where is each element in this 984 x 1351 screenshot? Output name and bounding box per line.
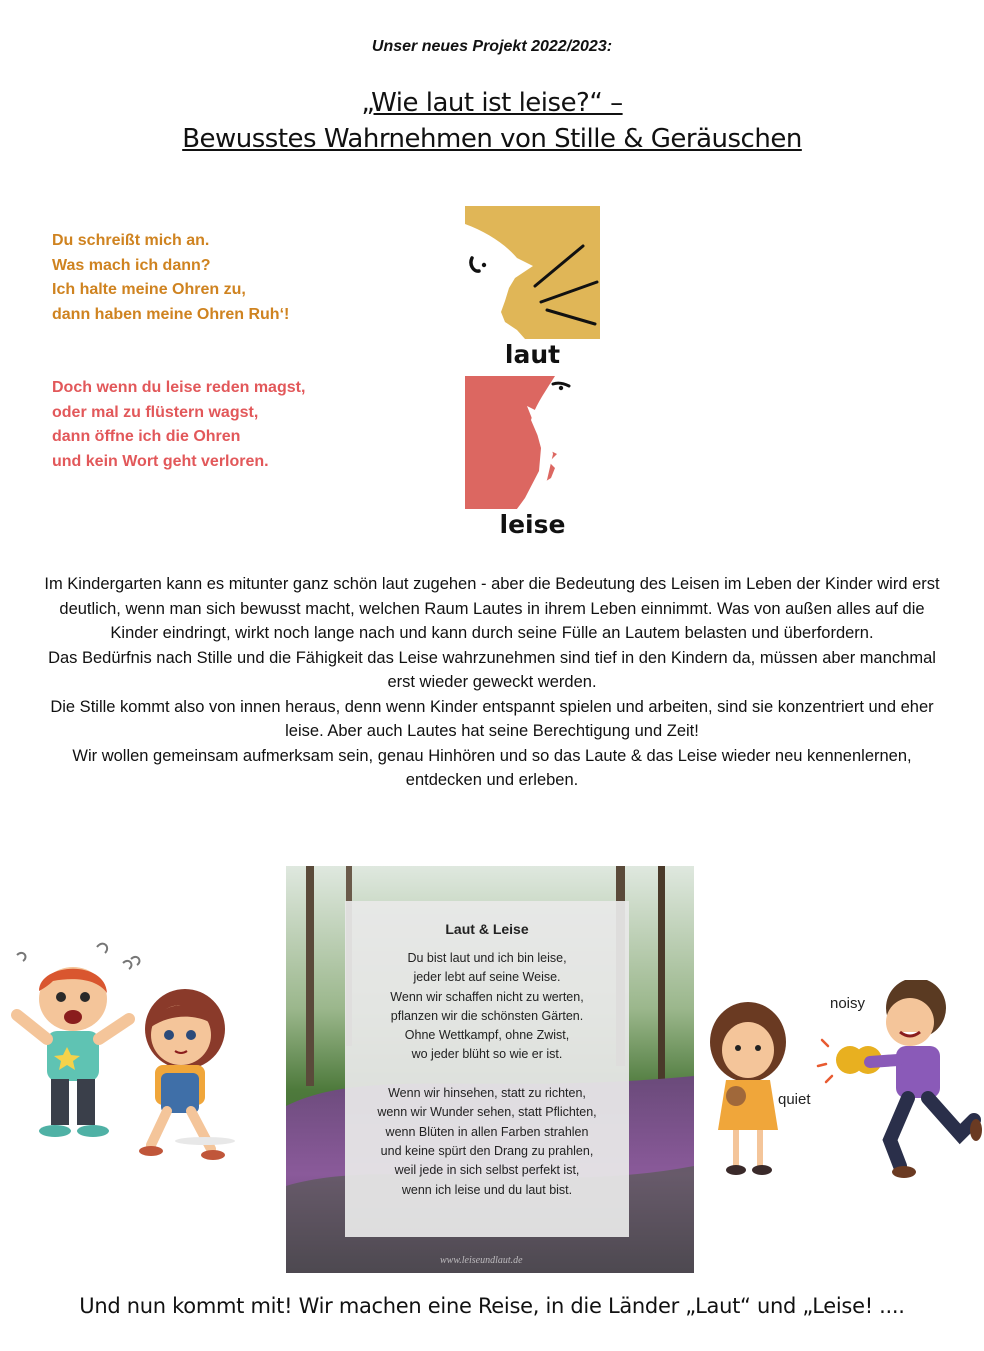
body-paragraph: Wir wollen gemeinsam aufmerksam sein, genau Hinhören und so das Laute & das Leise wieder neu kennenlernen, entdecken und erleben. <box>72 746 912 789</box>
poem-soft <box>52 376 382 474</box>
poem-card-line: Du bist laut und ich bin leise, <box>407 951 567 965</box>
poem-line: Was mach ich dann? <box>52 256 211 274</box>
body-paragraph: Die Stille kommt also von innen heraus, denn wenn Kinder entspannt spielen und arbeiten, sind sie konzentriert und eher leise. Aber auch Lautes hat seine Berechtigung und Zeit! <box>50 697 934 740</box>
body-paragraph: Im Kindergarten kann es mitunter ganz schön laut zugehen - aber die Bedeutung des Leisen im Leben der Kinder wird erst deutlich, wenn man sich bewusst macht, welchen Raum Lautes in ihrem Leben einnimmt. Was von außen alles auf die Kinder eindringt, wirkt noch lange nach und kann durch seine Fülle an Lautem belasten und überfordern. <box>44 575 940 642</box>
poem-loud <box>52 229 382 327</box>
quiet-noisy-kids-illustration <box>700 980 984 1190</box>
body-paragraph: Das Bedürfnis nach Stille und die Fähigkeit das Leise wahrzunehmen sind tief in den Kindern da, müssen aber manchmal erst wieder geweckt werden. <box>48 648 936 691</box>
poem-line: und kein Wort geht verloren. <box>52 452 269 470</box>
page-title-line-1: „Wie laut ist leise?“ – <box>361 88 623 118</box>
project-description <box>40 572 944 793</box>
project-kicker: Unser neues Projekt 2022/2023: <box>371 38 613 55</box>
poem-line: dann öffne ich die Ohren <box>52 428 241 445</box>
closing-invitation: Und nun kommt mit! Wir machen eine Reise, in die Länder „Laut“ und „Leise! .... <box>79 1294 905 1318</box>
page-title-line-2: Bewusstes Wahrnehmen von Stille & Geräuschen <box>182 124 802 154</box>
noisy-label: noisy <box>830 995 866 1012</box>
poem-card-line: wo jeder blüht so wie er ist. <box>411 1047 563 1062</box>
poem-card-title: Laut & Leise <box>445 921 529 937</box>
shouting-face-icon <box>465 206 600 339</box>
poem-line: dann haben meine Ohren Ruh‘! <box>52 305 290 323</box>
upset-kids-illustration <box>5 935 245 1175</box>
poem-card-line: und keine spürt den Drang zu prahlen, <box>380 1143 594 1158</box>
poem-card-line: Ohne Wettkampf, ohne Zwist, <box>404 1028 570 1043</box>
poem-card-line: wenn Blüten in allen Farben strahlen <box>385 1124 589 1139</box>
whispering-face-icon <box>465 376 600 509</box>
poem-card-line: Wenn wir hinsehen, statt zu richten, <box>388 1086 586 1101</box>
poem-card <box>345 901 629 1237</box>
poem-line: Ich halte meine Ohren zu, <box>52 281 246 298</box>
poem-card-line: weil jede in sich selbst perfekt ist, <box>394 1163 580 1178</box>
poem-line: Du schreißt mich an. <box>52 232 210 249</box>
poem-card-line: jeder lebt auf seine Weise. <box>413 970 561 985</box>
poem-card-line: Wenn wir schaffen nicht zu werten, <box>390 989 584 1004</box>
poem-line: Doch wenn du leise reden magst, <box>52 379 306 396</box>
photo-watermark: www.leiseundlaut.de <box>440 1255 523 1266</box>
quiet-label: quiet <box>778 1091 811 1108</box>
poem-line: oder mal zu flüstern wagst, <box>52 403 259 421</box>
poem-card-lines <box>345 949 629 1200</box>
poem-card-line <box>345 1065 629 1084</box>
loud-label: laut <box>504 340 561 369</box>
soft-label: leise <box>499 510 566 539</box>
poem-card-line: pflanzen wir die schönsten Gärten. <box>390 1008 584 1023</box>
poem-card-line: wenn wir Wunder sehen, statt Pflichten, <box>377 1105 597 1120</box>
poem-card-line: wenn ich leise und du laut bist. <box>401 1182 573 1197</box>
